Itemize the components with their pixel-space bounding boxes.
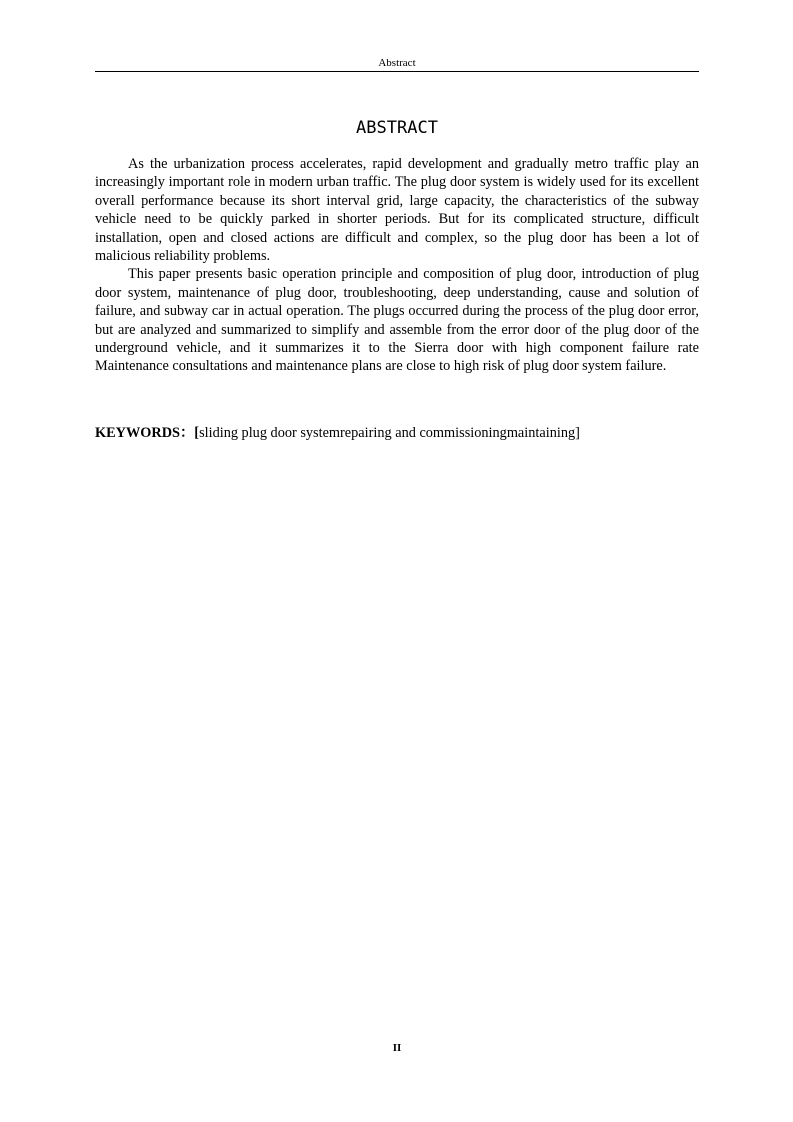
keywords-text: sliding plug door systemrepairing and commissioningmaintaining (199, 425, 576, 441)
keywords-bracket-close: ] (575, 425, 580, 441)
header-rule (95, 71, 699, 72)
keywords-label: KEYWORDS： (95, 425, 195, 441)
abstract-body (95, 155, 699, 376)
page-number: II (392, 1042, 402, 1054)
running-header: Abstract (378, 57, 416, 69)
abstract-paragraph-2: This paper presents basic operation principle and composition of plug door, introduction of plug door system, maintenance of plug door, troubleshooting, deep understanding, cause and solution of failure, and subway car in actual operation. The plugs occurred during the process of the plug door error, but are analyzed and summarized to simplify and assemble from the error door of the plug door of the underground vehicle, and it summarizes it to the Sierra door with high component failure rate Maintenance consultations and maintenance plans are close to high risk of plug door system failure. (95, 266, 699, 375)
abstract-title: ABSTRACT (356, 118, 438, 138)
keywords-line (95, 424, 699, 442)
keywords-bracket-open: [ (194, 425, 200, 441)
abstract-paragraph-1: As the urbanization process accelerates, rapid development and gradually metro traffic play an increasingly important role in modern urban traffic. The plug door system is widely used for its excellent overall performance because its short interval grid, large capacity, the characteristics of the subway vehicle need to be quickly parked in shorter periods. But for its complicated structure, difficult installation, open and closed actions are difficult and complex, so the plug door has been a lot of malicious reliability problems. (95, 156, 699, 265)
